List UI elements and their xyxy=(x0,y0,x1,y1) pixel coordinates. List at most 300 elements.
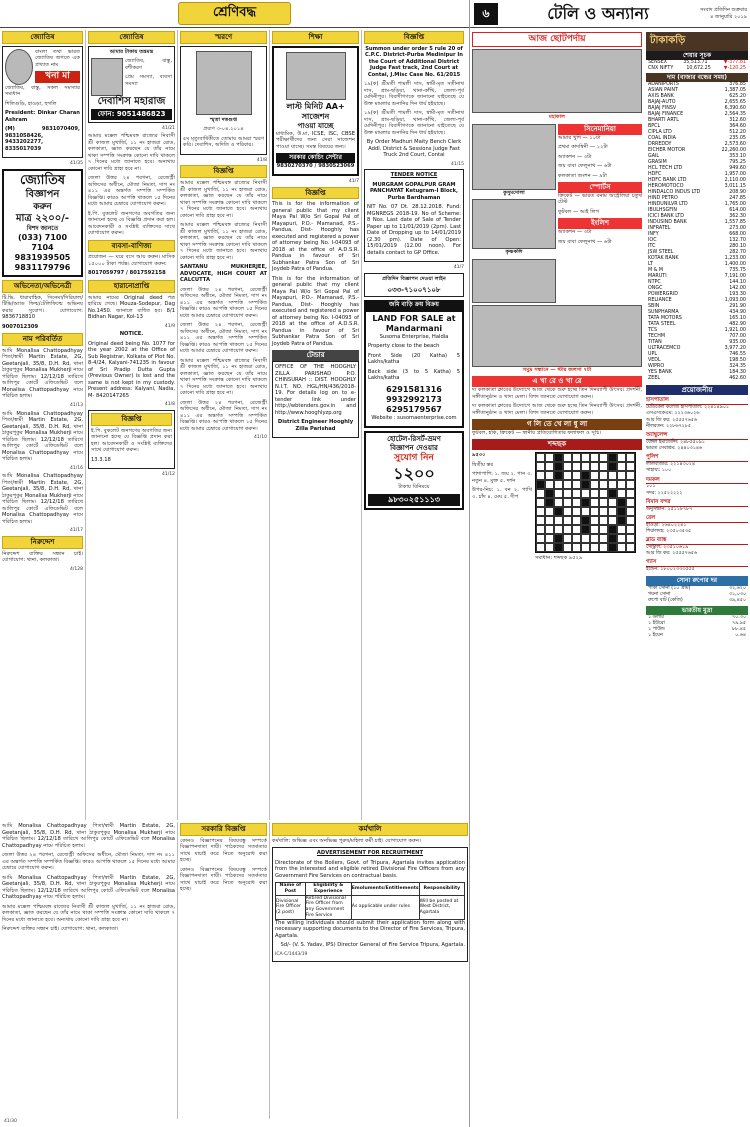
currency-value: ৮৮.৪৫ xyxy=(732,627,746,633)
stock-price: 3,011.15 xyxy=(724,184,746,190)
promo-phone2: 9831939505 xyxy=(14,252,71,262)
stock-name: EICHER MOTOR xyxy=(648,148,686,154)
memorial-ad xyxy=(180,46,267,155)
crossword-cell xyxy=(536,471,545,480)
service-item: সেন্ট্রাল: ২৩৫১০৬১৯ xyxy=(646,544,689,550)
service-item: ১০১ xyxy=(646,484,656,490)
table-cell: Divisional Fire Officer (2 post) xyxy=(276,895,306,919)
tv-show-caption-5: সমুদ্র সন্ধানে — স্টার জলসা ৭টা xyxy=(522,366,592,373)
gold-heading: সোনা রুপোর দর xyxy=(646,576,748,586)
nifty-row xyxy=(646,66,748,72)
stock-price: 22,260.00 xyxy=(721,148,746,154)
crossword-cell xyxy=(590,489,599,498)
crossword-cell xyxy=(572,471,581,480)
currency-value: ৭৯.৯৫ xyxy=(732,621,746,627)
jyotish2-filler-1: আমার মক্কেল পশ্চিমবঙ্গ রাজ্যের নিবাসী শ্রী কাজল মুখার্জি, ১১ নং হাজরা রোড, কলকাতা, জ্ঞাত করছেন যে তাঁর নামে থাকা সম্পত্তি সংক্রান্ত কোনো দাবি থাকলে ৭ দিনের মধ্যে জানাতে হবে। অন্যথায় কোনো দাবি গ্রাহ্য হবে না। xyxy=(88,133,175,172)
stock-price: 1,387.05 xyxy=(724,88,746,94)
tele-page xyxy=(470,0,750,1127)
stock-price: 2,655.65 xyxy=(724,100,746,106)
crossword-cell xyxy=(617,498,626,507)
crossword-cell xyxy=(626,498,635,507)
stock-name: KOTAK BANK xyxy=(648,256,679,262)
crossword-cell xyxy=(599,516,608,525)
table-header: Responsibility xyxy=(419,883,464,895)
crossword-cell xyxy=(590,534,599,543)
crossword-cell xyxy=(626,480,635,489)
crossword-cell xyxy=(590,516,599,525)
stock-price: 273.00 xyxy=(729,226,746,232)
crossword-cell xyxy=(554,489,563,498)
cinema-item: কলকাতা জংশন — ৯টা xyxy=(558,172,607,179)
crossword-cell xyxy=(581,453,590,462)
oddhikar-heading: অভিনেতা/অভিনেত্রী xyxy=(2,280,83,293)
crossword-cell xyxy=(536,453,545,462)
harano-code: 41/9 xyxy=(164,323,175,329)
crossword-cell xyxy=(554,525,563,534)
english-item: জয় বাবা ফেলুনাথ — ৬টা xyxy=(558,238,612,245)
tv-show-caption-1: মহাকাল xyxy=(548,114,566,121)
crossword-cell xyxy=(545,516,554,525)
hotel-price: ১২০০ xyxy=(393,464,435,483)
shorone-heading: স্মরণে xyxy=(180,31,267,44)
stock-name: CIPLA LTD xyxy=(648,130,672,136)
stock-name: HIND PETRO xyxy=(648,196,678,202)
crossword-cell xyxy=(599,489,608,498)
crossword-cell xyxy=(599,471,608,480)
crossword-cell xyxy=(554,543,563,552)
stock-price: 132.70 xyxy=(729,238,746,244)
recruitment-title: ADVERTISEMENT FOR RECRUITMENT xyxy=(316,850,424,857)
jyotish-column-2 xyxy=(86,30,178,820)
service-item: সদর: ২২৫২২২২২ xyxy=(646,490,683,496)
hotel-phone: ৯৮৩০২৫১১১৩ xyxy=(368,494,460,506)
crossword-cell xyxy=(581,507,590,516)
summon-body: ১৯(ক) শ্রীমতী শামলী দাস, স্বামী-মৃত সতীনাথ দাস, গ্রাম-ছড়িয়া, থানা-কাঁথি, জেলা-পূর্ব মেদিনীপুর। বিবাদীগণকে জানানো যাইতেছে যে উক্ত মামলার শুনানির দিন ধার্য হইয়াছে। xyxy=(364,81,464,107)
currency-label: ১ ইউরো xyxy=(648,621,665,627)
suggestion-subtitle: পাওয়া যাচ্ছে xyxy=(297,121,334,130)
oddhikar-text: টি.ভি. ধারাবাহিক, সিনেমা/সিরিয়াল/টিভি/অ্যাড ফিল্ম/টেলিফিল্মে অভিনয় করার সুযোগ। যোগাযোগ: 9836718810 xyxy=(2,294,83,321)
debashis-note1: জ্যোতিষ, বাস্তু, বশীকরণ xyxy=(125,58,172,71)
promo-line1: জ্যোতিষ xyxy=(19,172,66,188)
page-number: ৬ xyxy=(474,3,498,25)
stock-name: SUNPHARMA xyxy=(648,309,679,315)
debashis-ad xyxy=(88,46,175,123)
crossword-cell xyxy=(536,525,545,534)
ae-ta-text-b: দ্য কলকাতা ক্লাবের উদ্যোগে আজ থেকে শুরু হচ্ছে তিন দিনব্যাপী উৎসব। প্রদর্শনী, সঙ্গীতানুষ্ঠান ও খাদ্য মেলা। বিশদ জানতে যোগাযোগ করুন। xyxy=(472,403,642,416)
stock-price: 735.75 xyxy=(729,267,746,273)
crossword-cell xyxy=(536,507,545,516)
crossword-cell xyxy=(581,498,590,507)
crossword-cell xyxy=(581,480,590,489)
crossword-cell xyxy=(572,462,581,471)
tender2-sub: MURGRAM GOPALPUR GRAM PANCHAYAT Ketugram-I Block, Purba Bardhaman xyxy=(369,181,459,201)
stock-name: ULTRACEMCO xyxy=(648,345,681,351)
land-sub: Susoma Enterprise, Haldia xyxy=(379,333,449,340)
crossword-cell xyxy=(563,534,572,543)
service-category: হাসপাতাল xyxy=(646,397,748,405)
jyotish2-heading: জ্যোতিষ xyxy=(88,31,175,44)
crossword-prev-answer: সমাধান: শব্দছক ৯৫২৯ xyxy=(535,555,583,561)
stock-price: 1,400.00 xyxy=(724,262,746,267)
crossword-cell xyxy=(572,453,581,462)
crossword-cell xyxy=(599,525,608,534)
gold-value: ৩৯,৪৫০ xyxy=(728,597,746,603)
crossword-cell xyxy=(599,453,608,462)
suggestion-text: মাধ্যমিক, উ.মা, ICSE, ISC, CBSE পরীক্ষার্থীদের জন্য সেরা সাজেশন পাওয়া যাচ্ছে। সমস্ত বিষয়ের জন্য। xyxy=(276,130,355,150)
stock-name: HDFC xyxy=(648,172,662,178)
crossword-cell xyxy=(563,498,572,507)
crossword-cell xyxy=(590,543,599,552)
stock-price: 3,977.20 xyxy=(724,345,746,351)
currency-value: ৭০.৩০ xyxy=(731,615,746,621)
stock-price: 324.35 xyxy=(729,363,746,369)
ae-ta-heading: এ খা রে ও খা রে xyxy=(472,376,642,387)
crossword-cell xyxy=(536,489,545,498)
tele-header xyxy=(470,0,750,28)
service-category: পুলিশ xyxy=(646,454,748,462)
stock-price: 312.60 xyxy=(729,118,746,124)
service-item: সাহায্য: ১০০ xyxy=(646,468,672,474)
crossword-cell xyxy=(608,516,617,525)
service-category: বিমান বন্দর xyxy=(646,499,748,507)
tele-title: টেলি ও অন্যান্য xyxy=(547,3,649,23)
cinema-item: আমার খুশি — ১০টা xyxy=(558,134,601,141)
sensex-name: SENSEX xyxy=(648,60,668,65)
tv-show-caption-3: কৃষ্ণকলি xyxy=(505,249,523,256)
name-change-code-2: 41/16 xyxy=(70,465,83,471)
crossword-cell xyxy=(545,525,554,534)
stock-price: 208.90 xyxy=(729,190,746,196)
harano-heading: হারানোপ্রাপ্তি xyxy=(88,280,175,293)
stock-name: LT xyxy=(648,262,653,267)
promo-phone3: 9831179796 xyxy=(14,262,71,272)
stock-name: AXIS BANK xyxy=(648,94,674,100)
shorone-code2: 41/10 xyxy=(254,435,267,441)
nifty-change: ▼-120.25 xyxy=(723,65,746,71)
crossword-cell xyxy=(554,453,563,462)
stock-price: 746.55 xyxy=(729,351,746,357)
stock-price: 353.10 xyxy=(729,154,746,160)
niruddesh-text: নিরুদ্দেশ ব্যক্তির সন্ধান চাই। যোগাযোগ: থানা, কলকাতা। xyxy=(2,550,83,563)
land-phone-2: 9932992173 xyxy=(386,394,442,404)
crossword-cell xyxy=(545,534,554,543)
sensex-value: 35,513.71 xyxy=(683,60,708,65)
promo-line3: করুন xyxy=(33,201,52,212)
niruddesh-heading: নিরুদ্দেশ xyxy=(2,536,83,549)
gold-label: গয়না সোনা xyxy=(648,591,671,597)
bigyapti-column xyxy=(362,30,466,820)
crossword-cell xyxy=(545,480,554,489)
crossword-cell xyxy=(563,543,572,552)
lower-filler-1: আমি Monalisa Chattopadhyay পিতা/স্বামী Martin Estate, 2G, Geetanjali, 35/8, D.H. Rd, থানা ঠাকুরপুকুর Monalisa Mukherji নামে পরিচিত ছিলাম। 12/12/18 তারিখে আলিপুর কোর্টে এফিডেভিট বলে Monalisa Chattopadhyay নামে পরিচিত হলাম। xyxy=(2,823,175,849)
recruitment-footer: The willing individuals should submit their application form along with necessary supporting documents to the Director of Fire Services, Tripura, Agartala. xyxy=(275,919,465,939)
services-heading: প্রয়োজনীয় xyxy=(646,385,748,396)
hotel-line3: সুযোগ নিন xyxy=(394,452,434,463)
crossword-cell xyxy=(617,525,626,534)
tv-show-image-4 xyxy=(472,259,556,303)
nifty-name: CNX NIFTY xyxy=(648,65,674,71)
shiksha-bigyapti-heading: বিজ্ঞপ্তি xyxy=(272,187,359,200)
stock-name: HEROMOTOCO xyxy=(648,184,684,190)
service-category: ব্লাড ব্যাঙ্ক xyxy=(646,537,748,545)
bebsa-text: প্রয়োজন — ঘরে বসে আয় করুন। মাসিক ১৫০০০ টাকা পর্যন্ত। যোগাযোগ করুন: xyxy=(88,254,175,267)
crossword-cell xyxy=(545,507,554,516)
jyotish2-bigyapti-text: ই.পি. বুকলেট জনগণের অবগতির জন্য জানানো হচ্ছে যে বিজ্ঞপ্তি প্রদান করা হল। আবেদনকারী ও সংশ্লিষ্ট ব্যক্তিদের সাথে যোগাযোগ করুন। xyxy=(91,427,172,454)
stock-name: BAJAJ FINANCE xyxy=(648,112,684,118)
service-item: এসএসকেএম: ২২২৩৬০২৬ xyxy=(646,411,700,417)
stock-name: TITAN xyxy=(648,339,662,345)
stock-price: 1,957.00 xyxy=(724,172,746,178)
promo-price: মাত্র ২২০০/- xyxy=(15,212,70,224)
crossword-level: দ্বিতীয় স্তর xyxy=(472,461,494,468)
crossword-cell xyxy=(608,507,617,516)
cinema-item: প্রথমা কাদম্বিনী — ১২টা xyxy=(558,144,608,150)
crossword-grid xyxy=(535,452,636,553)
hotel-line2: বিজ্ঞাপন দেওয়ার xyxy=(390,444,438,452)
tender-heading: টেন্ডার xyxy=(272,350,359,361)
stock-name: INDUSIND BANK xyxy=(648,220,687,226)
table-cell: Will be posted at West District, Agartala xyxy=(419,895,464,919)
debashis-photo xyxy=(91,58,123,96)
stock-price: 362.30 xyxy=(729,214,746,220)
crossword-cell xyxy=(617,534,626,543)
lower-filler-4: আমার মক্কেল পশ্চিমবঙ্গ রাজ্যের নিবাসী শ্রী কাজল মুখার্জি, ১১ নং হাজরা রোড, কলকাতা, জ্ঞাত করছেন যে তাঁর নামে থাকা সম্পত্তি সংক্রান্ত কোনো দাবি থাকলে ৭ দিনের মধ্যে জানাতে হবে। অন্যথায় কোনো দাবি গ্রাহ্য হবে না। xyxy=(2,903,175,923)
service-item: লালবাজার: ২২১৪৩০২৪ xyxy=(646,462,695,468)
currency-label: ১ পাউন্ড xyxy=(648,627,665,633)
jyotish2-bigyapti-code: 41/12 xyxy=(162,472,175,478)
jyotish2-bigyapti-heading: বিজ্ঞপ্তি xyxy=(91,413,172,426)
memorial-name: স্মৃতা দত্তগুপ্ত xyxy=(209,116,238,123)
suggestion-title: লাস্ট মিনিট AA+ সাজেশন xyxy=(286,101,345,121)
crossword-cell xyxy=(608,462,617,471)
crossword-cell xyxy=(581,471,590,480)
jyotish2-filler-2: জেলা উত্তর ২৪ পরগনা, রেজেস্ট্রী অফিসের অধীনে, মৌজা নিমতা, দাগ নং ৪১১ এর অন্তর্গত সম্পত্তি সম্পর্কিত বিজ্ঞপ্তি। কারও আপত্তি থাকলে ১৫ দিনের মধ্যে আমার চেম্বারে যোগাযোগ করুন। xyxy=(88,175,175,208)
goli-text: ফুটবল, হকি, ক্রিকেট — স্থানীয় প্রতিযোগিতার ফলাফল ও সূচি। xyxy=(472,429,601,436)
cinema-item: জয় বাবা ফেলুনাথ — ৬টা xyxy=(558,163,612,169)
name-change-code-1: 41/13 xyxy=(70,402,83,408)
tv-show-image-2 xyxy=(472,124,556,190)
service-item: আর জি কর: ২৫৫৫৭৬৫৬ xyxy=(646,550,698,556)
stock-price: 280.10 xyxy=(729,244,746,250)
service-item: হাওড়া: ২৬৪০২২৪১ xyxy=(646,522,687,528)
stock-price: 6,390.60 xyxy=(724,106,746,112)
summon-code: 41/15 xyxy=(451,161,464,167)
summon-sign: By Order Madhuri Maity Bench Clerk Addl. District & Sessions Judge Fast Truck 2nd Court, Contai xyxy=(366,139,462,159)
stock-price: 512.20 xyxy=(729,130,746,136)
crossword-cell xyxy=(608,525,617,534)
crossword-cell xyxy=(581,534,590,543)
ad-code: 41/35 xyxy=(70,161,83,167)
stock-name: YES BANK xyxy=(648,369,672,375)
suggestion-brand: সরকার কোচিং সেন্টার xyxy=(276,153,355,163)
promo-daily-phone: ০৩৩-৭১০০৭১০৮ xyxy=(387,285,441,294)
stock-name: COAL INDIA xyxy=(648,136,676,142)
jyotish-promo-ad xyxy=(2,169,83,277)
crossword-cell xyxy=(590,525,599,534)
stock-list xyxy=(646,82,748,381)
gold-value: ৩১,০৩০ xyxy=(728,591,746,597)
stock-price: 625.20 xyxy=(729,94,746,100)
khona-ad-line1: বাংলা তথা ভারত জ্যোতিষ জগতে এক প্রখ্যাত নাম xyxy=(35,48,80,68)
shorone-column xyxy=(178,30,270,820)
niruddesh-code: 4/128 xyxy=(70,566,83,572)
crossword-cell xyxy=(572,534,581,543)
oddhikar-phone: 9007012309 xyxy=(2,323,39,330)
crossword-cell xyxy=(626,543,635,552)
stock-price: 1,765.00 xyxy=(724,202,746,208)
price-heading: দাম (বাজার বন্ধের সময়) xyxy=(646,73,748,83)
stock-name: BPCL xyxy=(648,124,661,130)
stock-price: 142.00 xyxy=(729,285,746,291)
stock-name: TECHM xyxy=(648,333,666,339)
crossword-cell xyxy=(536,462,545,471)
crossword-cell xyxy=(608,471,617,480)
crossword-cell xyxy=(572,525,581,534)
crossword-cell xyxy=(626,534,635,543)
bigyapti-box xyxy=(88,410,175,469)
memorial-photo xyxy=(196,51,252,115)
stock-name: GAIL xyxy=(648,154,660,160)
stock-name: NTPC xyxy=(648,279,661,285)
stock-price: 235.05 xyxy=(729,136,746,142)
summon-title: Summon under order 5 rule 20 of C.P.C. District-Purba Medinipur In the Court of Additional District Judge Fast track, 2nd Court at Contai, J.Misc Case No. 61/2015 xyxy=(365,45,463,78)
land-phone-3: 6295179567 xyxy=(386,404,442,414)
sarkari-text-b: কোনও বিজ্ঞাপনের বিষয়বস্তু সম্পর্কে বিজ্ঞাপনদাতা দায়ী। পাঠকদের সতর্কতার সাথে যাচাই করে নিতে অনুরোধ করা হচ্ছে। xyxy=(180,866,267,893)
stock-price: 1,557.85 xyxy=(724,220,746,226)
land-phone-1: 6291581316 xyxy=(386,384,442,394)
crossword-cell xyxy=(617,471,626,480)
shiksha-column xyxy=(270,30,362,820)
stock-name: VEDL xyxy=(648,357,661,363)
bebsa-heading: ব্যবসা-বাণিজ্য xyxy=(88,240,175,253)
stock-price: 144.10 xyxy=(729,279,746,285)
crossword-cell xyxy=(608,543,617,552)
stock-price: 2,573.60 xyxy=(724,142,746,148)
crossword-cell xyxy=(536,480,545,489)
stock-price: 291.90 xyxy=(729,303,746,309)
land-title: LAND FOR SALE at Mandarmani xyxy=(372,313,456,333)
sarkari-heading: সরকারি বিজ্ঞপ্তি xyxy=(180,823,267,836)
crossword-cell xyxy=(554,498,563,507)
crossword-cell xyxy=(590,480,599,489)
service-category: দমকল xyxy=(646,477,748,485)
stock-price: 1,921.00 xyxy=(724,327,746,333)
stock-price: 935.00 xyxy=(729,339,746,345)
advocate-sign: SANTANU MUKHERJEE, ADVOCATE, HIGH COURT AT CALCUTTA xyxy=(180,264,267,284)
khona-ma-ad xyxy=(2,46,83,159)
tender2-code: 41/7 xyxy=(453,265,464,271)
crossword-number: ৯৫৩০ xyxy=(472,452,486,458)
crossword-cell xyxy=(572,543,581,552)
crossword-cell xyxy=(599,534,608,543)
crossword-cell xyxy=(608,498,617,507)
debashis-name: দেবাশিস মহারাজ xyxy=(97,96,166,108)
promo-daily: প্রতিদিন বিজ্ঞাপন দেওয়া লাইন xyxy=(382,276,446,282)
classified-title: শ্রেণিবদ্ধ xyxy=(178,2,291,24)
crossword-cell xyxy=(626,471,635,480)
stock-heading: টাকাকড়ি xyxy=(646,32,748,51)
suggestion-ad xyxy=(272,46,359,176)
tv-column xyxy=(472,32,642,565)
crossword-cell xyxy=(590,471,599,480)
left-footer-code: 41/30 xyxy=(4,1119,17,1124)
tv-show-image-5 xyxy=(472,305,642,367)
notice-title: NOTICE. xyxy=(119,331,144,338)
promo-brand: বিশদ জানতে xyxy=(26,225,59,233)
crossword-cell xyxy=(554,534,563,543)
recruitment-ad xyxy=(272,847,468,962)
table-header: Eligibility & Experience xyxy=(305,883,351,895)
debashis-note2: প্রেম সমস্যা, ব্যবসা সমস্যা xyxy=(125,74,172,87)
stock-price: 434.90 xyxy=(729,309,746,315)
stock-price: 165.10 xyxy=(729,315,746,321)
crossword-cell xyxy=(554,507,563,516)
shorone-bigyapti2-text-d: জেলা উত্তর ২৪ পরগনা, রেজেস্ট্রী অফিসের অধীনে, মৌজা নিমতা, দাগ নং ৪১১ এর অন্তর্গত সম্পত্তি সম্পর্কিত বিজ্ঞপ্তি। কারও আপত্তি থাকলে ১৫ দিনের মধ্যে আমার চেম্বারে যোগাযোগ করুন। xyxy=(180,399,267,432)
crossword-cell xyxy=(545,489,554,498)
stock-price: 2,564.35 xyxy=(724,112,746,118)
karmokhali-lead: কর্মখালি: অভিজ্ঞ এবং অনভিজ্ঞ পুরুষ/মহিলা কর্মী চাই। যোগাযোগ করুন। xyxy=(272,837,421,844)
shorone-bigyapti-heading: বিজ্ঞপ্তি xyxy=(180,165,267,178)
crossword-cell xyxy=(581,462,590,471)
tv-show-image-1 xyxy=(472,49,642,113)
stock-price: 376.85 xyxy=(729,82,746,88)
crossword-cell xyxy=(554,462,563,471)
stock-name: DRREDDY xyxy=(648,142,672,148)
service-item: ভারত সেবাশ্রম: ২৪৪০৩১৪৬ xyxy=(646,446,703,452)
stock-price: 184.30 xyxy=(729,369,746,375)
land-heading: জমি বাড়ি ক্রয় বিক্রয় xyxy=(364,300,464,310)
date-line: সংবাদ প্রতিদিন শুক্রবার ৪ জানুয়ারি ২০১৯ xyxy=(700,7,747,20)
cinema-item: অ্যাকশন — ৩টা xyxy=(558,153,592,160)
english-heading: ইংলিশ xyxy=(558,218,642,229)
crossword-cell xyxy=(626,516,635,525)
stock-name: ZEEL xyxy=(648,375,661,381)
karmokhali-heading: কর্মখালি xyxy=(272,823,468,836)
crossword-cell xyxy=(572,507,581,516)
crossword-cell xyxy=(617,516,626,525)
crossword-cell xyxy=(590,507,599,516)
crossword-cell xyxy=(626,453,635,462)
crossword-cell xyxy=(563,480,572,489)
tender2-heading: TENDER NOTICE xyxy=(390,172,438,179)
sports-heading: স্পোর্টস xyxy=(558,182,642,193)
goli-heading: গ লি তে খে লা ধু লা xyxy=(472,419,642,430)
crossword-cell xyxy=(572,498,581,507)
crossword-cell xyxy=(581,489,590,498)
debashis-code: 41/21 xyxy=(162,125,175,131)
lower-filler-2: জেলা উত্তর ২৪ পরগনা, রেজেস্ট্রী অফিসের অধীনে, মৌজা নিমতা, দাগ নং ৪১১ এর অন্তর্গত সম্পত্তি সম্পর্কিত বিজ্ঞপ্তি। কারও আপত্তি থাকলে ১৫ দিনের মধ্যে আমার চেম্বারে যোগাযোগ করুন। xyxy=(2,852,175,871)
suggestion-phone: 9830270370 / 9830523069 xyxy=(276,162,355,169)
stock-price: 364.60 xyxy=(729,124,746,130)
service-category: রেল xyxy=(646,515,748,523)
service-item: মেডিকেল কলেজ হাসপাতাল: ২২৪১৪৯০১ xyxy=(646,405,729,411)
stock-name: POWERGRID xyxy=(648,291,678,297)
stock-name: SBIN xyxy=(648,303,660,309)
debashis-phone: ফোন: 9051486823 xyxy=(91,109,172,120)
crossword-cell xyxy=(608,453,617,462)
shorone-bigyapti2-text-c: আমার মক্কেল পশ্চিমবঙ্গ রাজ্যের নিবাসী শ্রী কাজল মুখার্জি, ১১ নং হাজরা রোড, কলকাতা, জ্ঞাত করছেন যে তাঁর নামে থাকা সম্পত্তি সংক্রান্ত কোনো দাবি থাকলে ৭ দিনের মধ্যে জানাতে হবে। অন্যথায় কোনো দাবি গ্রাহ্য হবে না। xyxy=(180,357,267,397)
hotel-unit: টাকায় বিনিময়ে xyxy=(398,484,430,490)
services-list xyxy=(646,397,748,573)
land-point-2: Front Side (20 Katha) 5 Lakhs/katha xyxy=(368,352,460,366)
crossword-cell xyxy=(536,543,545,552)
jyotish-heading: জ্যোতিষ xyxy=(2,31,83,44)
sports-item: ফুটবল — আই লিগ xyxy=(558,208,600,215)
name-change-text: আমি Monalisa Chattopadhyay পিতা/স্বামী Martin Estate, 2G, Geetanjali, 35/8, D.H. Rd, থানা ঠাকুরপুকুর Monalisa Mukherji নামে পরিচিত ছিলাম। 12/12/18 তারিখে আলিপুর কোর্টে এফিডেভিট বলে Monalisa Chattopadhyay নামে পরিচিত হলাম। xyxy=(2,347,83,400)
promo-phone1: (033) 7100 7104 xyxy=(17,232,68,252)
crossword-cell xyxy=(590,453,599,462)
gold-list xyxy=(646,586,748,604)
